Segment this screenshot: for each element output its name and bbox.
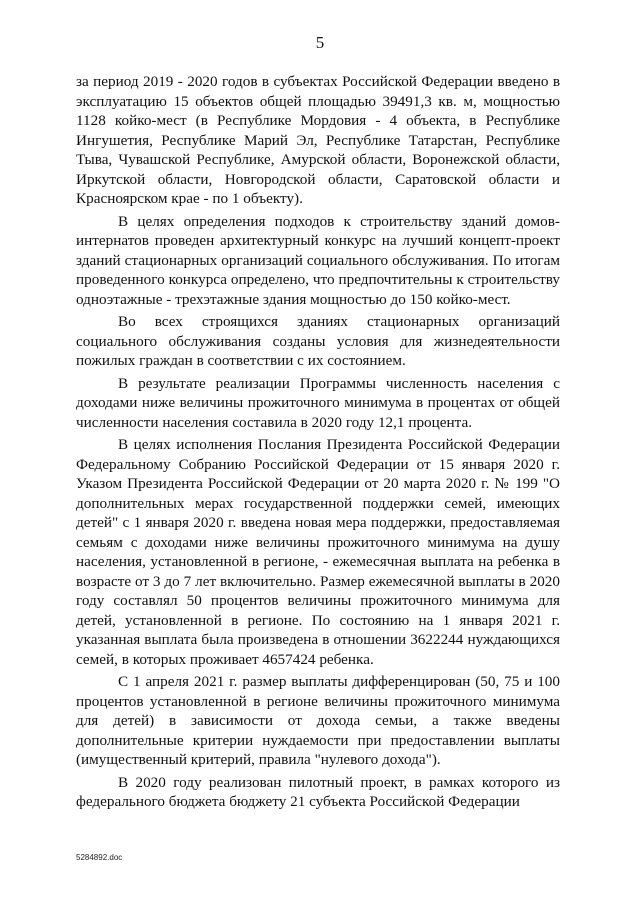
- paragraph-facilities-commissioned: за период 2019 - 2020 годов в субъектах Российской Федерации введено в эксплуатацию 15 объектов общей площадью 39491,3 кв. м, мощностью 1128 койко-мест (в Республике Мордовия - 4 объекта, в Республике Ингушетия, Республике Марий Эл, Республике Татарстан, Республике Тыва, Чувашской Республике, Амурской области, Воронежской области, Иркутской области, Новгородской области, Саратовской области и Красноярском крае - по 1 объекту).: [76, 73, 560, 207]
- paragraph-payment-differentiation: С 1 апреля 2021 г. размер выплаты дифференцирован (50, 75 и 100 процентов установленной в регионе величины прожиточного минимума для детей) в зависимости от дохода семьи, а также введены дополнительные критерии нуждаемости при предоставлении выплаты (имущественный критерий, правила "нулевого дохода").: [76, 673, 560, 768]
- paragraph-child-allowance: В целях исполнения Послания Президента Российской Федерации Федеральному Собранию Российской Федерации от 15 января 2020 г. Указом Президента Российской Федерации от 20 марта 2020 г. № 199 "О дополнительных мерах государственной поддержки семей, имеющих детей" с 1 января 2020 г. введена новая мера поддержки, предоставляемая семьям с доходами ниже величины прожиточного минимума на душу населения, установленной в регионе, - ежемесячная выплата на ребенка в возрасте от 3 до 7 лет включительно. Размер ежемесячной выплаты в 2020 году составлял 50 процентов величины прожиточного минимума для детей, установленной в регионе. По состоянию на 1 января 2021 г. указанная выплата была произведена в отношении 3622244 нуждающихся семей, в которых проживает 4657424 ребенка.: [76, 436, 560, 668]
- paragraph-poverty-rate: В результате реализации Программы численность населения с доходами ниже величины прожиточного минимума в процентах от общей численности населения составила в 2020 году 12,1 процента.: [76, 374, 560, 431]
- paragraph-architectural-contest: В целях определения подходов к строительству зданий домов-интернатов проведен архитектурный конкурс на лучший концепт-проект зданий стационарных организаций социального обслуживания. По итогам проведенного конкурса определено, что предпочтительны к строительству одноэтажные - трехэтажные здания мощностью до 150 койко-мест.: [76, 212, 560, 308]
- paragraph-pilot-project: В 2020 году реализован пилотный проект, в рамках которого из федерального бюджета бюджету 21 субъекта Российской Федерации: [76, 773, 560, 810]
- document-file-code: 5284892.doc: [76, 853, 123, 862]
- paragraph-living-conditions: Во всех строящихся зданиях стационарных организаций социального обслуживания созданы условия для жизнедеятельности пожилых граждан в соответствии с их состоянием.: [76, 313, 560, 369]
- document-body: [76, 72, 560, 812]
- page-number: 5: [315, 33, 325, 52]
